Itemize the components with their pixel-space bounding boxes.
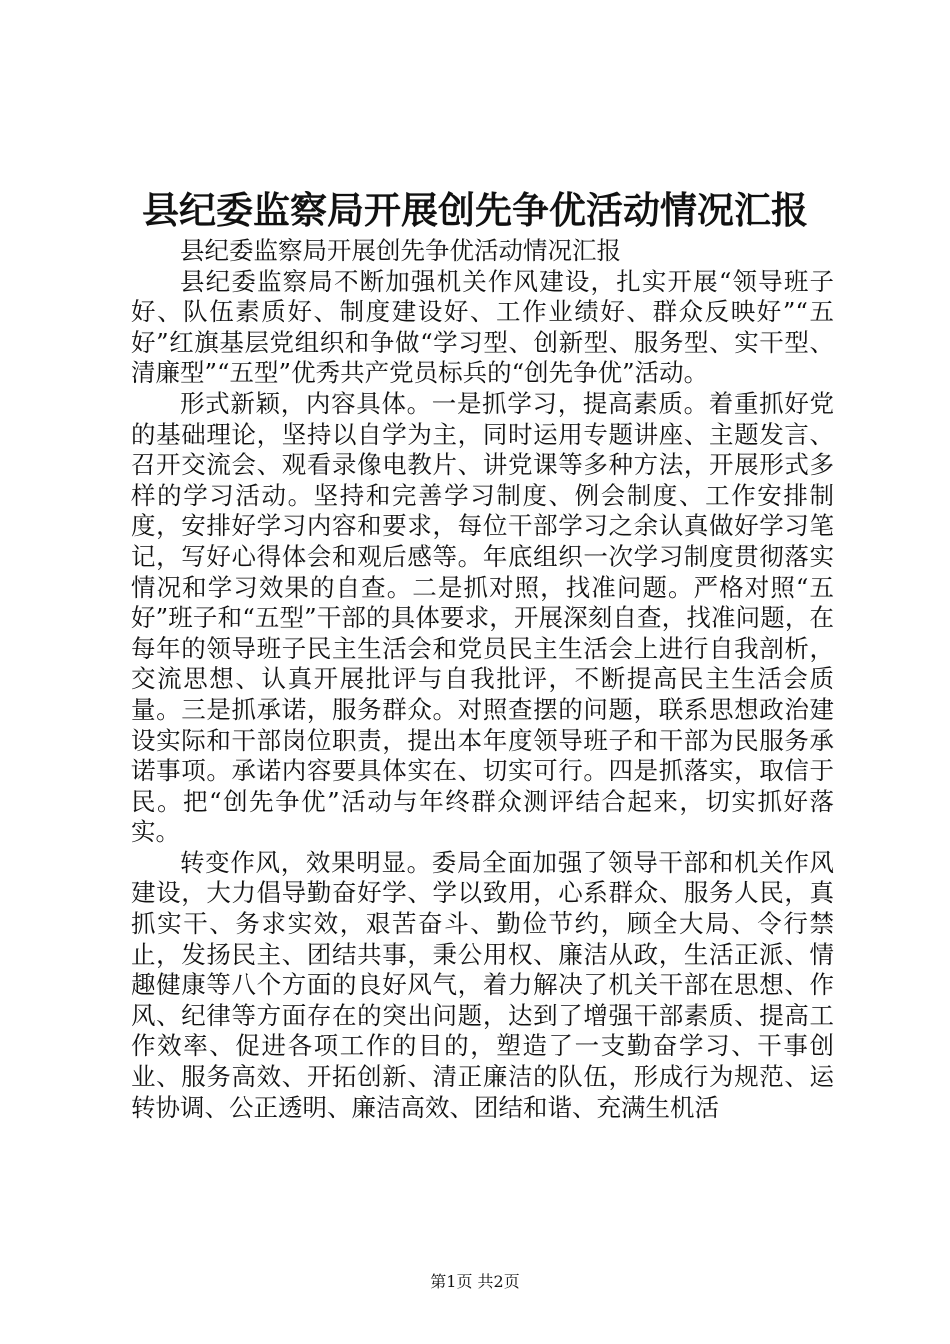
document-title: 县纪委监察局开展创先争优活动情况汇报 — [142, 188, 808, 232]
body-paragraph-style: 转变作风，效果明显。委局全面加强了领导干部和机关作风建设，大力倡导勤奋好学、学以致用，心系群众、服务人民，真抓实干、务求实效，艰苦奋斗、勤俭节约，顾全大局、令行禁止，发扬民主、团结共事，秉公用权、廉洁从政，生活正派、情趣健康等八个方面的良好风气，着力解决了机关干部在思想、作风、纪律等方面存在的突出问题，达到了增强干部素质、提高工作效率、促进各项工作的目的，塑造了一支勤奋学习、干事创业、服务高效、开拓创新、清正廉洁的队伍，形成行为规范、运转协调、公正透明、廉洁高效、团结和谐、充满生机活 — [131, 847, 834, 1122]
document-body — [131, 236, 834, 1123]
body-paragraph-subtitle: 县纪委监察局开展创先争优活动情况汇报 — [180, 236, 621, 265]
page-number-footer: 第1页 共2页 — [430, 1272, 520, 1291]
body-paragraph-form: 形式新颖，内容具体。一是抓学习，提高素质。着重抓好党的基础理论，坚持以自学为主，同时运用专题讲座、主题发言、召开交流会、观看录像电教片、讲党课等多种方法，开展形式多样的学习活动。坚持和完善学习制度、例会制度、工作安排制度，安排好学习内容和要求，每位干部学习之余认真做好学习笔记，写好心得体会和观后感等。年底组织一次学习制度贯彻落实情况和学习效果的自查。二是抓对照，找准问题。严格对照“五好”班子和“五型”干部的具体要求，开展深刻自查，找准问题，在每年的领导班子民主生活会和党员民主生活会上进行自我剖析，交流思想、认真开展批评与自我批评，不断提高民主生活会质量。三是抓承诺，服务群众。对照查摆的问题，联系思想政治建设实际和干部岗位职责，提出本年度领导班子和干部为民服务承诺事项。承诺内容要具体实在、切实可行。四是抓落实，取信于民。把“创先争优”活动与年终群众测评结合起来，切实抓好落实。 — [131, 388, 834, 847]
body-paragraph-intro: 县纪委监察局不断加强机关作风建设，扎实开展“领导班子好、队伍素质好、制度建设好、工作业绩好、群众反映好”“五好”红旗基层党组织和争做“学习型、创新型、服务型、实干型、清廉型”“五型”优秀共产党员标兵的“创先争优”活动。 — [131, 266, 834, 388]
